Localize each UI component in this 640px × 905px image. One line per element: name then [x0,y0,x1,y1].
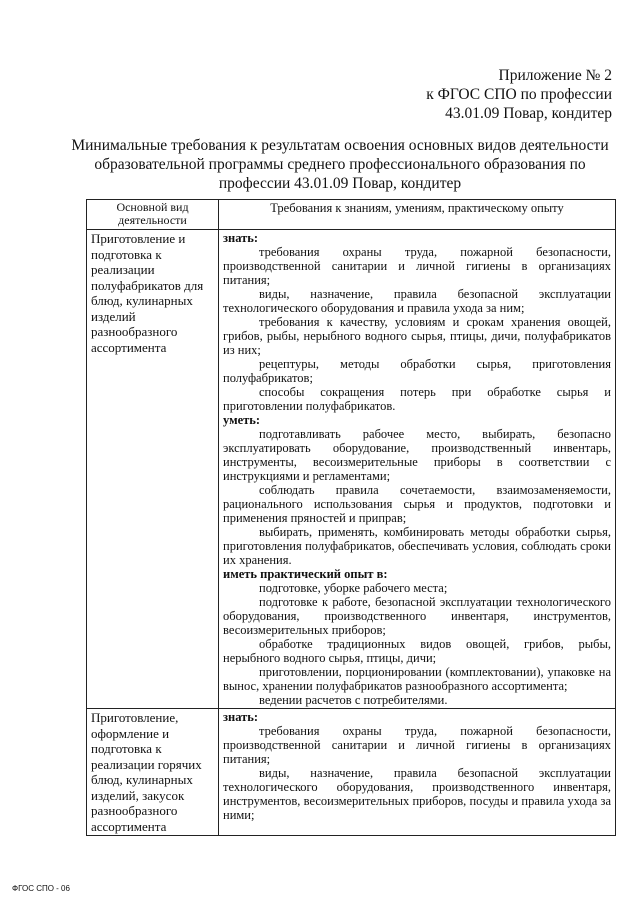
list-item: виды, назначение, правила безопасной эксплуатации технологического оборудования и правила ухода за ним; [223,287,611,315]
list-item: выбирать, применять, комбинировать методы обработки сырья, приготовления полуфабрикатов, обеспечивать условия, соблюдать сроки их хранения. [223,525,611,567]
table-row [87,709,616,836]
list-item: требования к качеству, условиям и срокам хранения овощей, грибов, рыбы, нерыбного водного сырья, птицы, дичи, полуфабрикатов из них; [223,315,611,357]
document-title [60,136,620,193]
header-activity: Основной вид деятельности [87,200,219,230]
appendix-line-3: 43.01.09 Повар, кондитер [445,105,612,122]
list-item: виды, назначение, правила безопасной эксплуатации технологического оборудования, производственного инвентаря, инструментов, весоизмерительных приборов, посуды и правила ухода за ними; [223,766,611,822]
list-item: подготовке к работе, безопасной эксплуатации технологического оборудования, производственного инвентаря, инструментов, весоизмерительных приборов; [223,595,611,637]
list-item: соблюдать правила сочетаемости, взаимозаменяемости, рационального использования сырья и продуктов, подготовки и применения пряностей и приправ; [223,483,611,525]
header-requirements: Требования к знаниям, умениям, практическому опыту [219,200,616,230]
list-item: требования охраны труда, пожарной безопасности, производственной санитарии и личной гигиены в организациях питания; [223,245,611,287]
appendix-line-1: Приложение № 2 [498,67,612,84]
list-item: подготовке, уборке рабочего места; [259,581,448,595]
activity-cell: Приготовление и подготовка к реализации полуфабрикатов для блюд, кулинарных изделий разнообразного ассортимента [87,230,219,709]
table-row [87,230,616,709]
list-item: рецептуры, методы обработки сырья, приготовления полуфабрикатов; [223,357,611,385]
requirements-cell [219,709,616,836]
requirements-table [86,199,616,836]
list-item: способы сокращения потерь при обработке сырья и приготовлении полуфабрикатов. [223,385,611,413]
title-line-3: профессии 43.01.09 Повар, кондитер [218,175,462,192]
list-item: обработке традиционных видов овощей, грибов, рыбы, нерыбного водного сырья, птицы, дичи; [223,637,611,665]
list-item: приготовлении, порционировании (комплектовании), упаковке на вынос, хранении полуфабрикатов разнообразного ассортимента; [223,665,611,693]
list-item: подготавливать рабочее место, выбирать, безопасно эксплуатировать оборудование, производственный инвентарь, инструменты, весоизмерительные приборы в соответствии с инструкциями и регламентами; [223,427,611,483]
skill-label: уметь: [223,413,261,427]
requirements-cell [219,230,616,709]
know-label: знать: [223,710,259,724]
list-item: ведении расчетов с потребителями. [259,693,448,707]
appendix-line-2: к ФГОС СПО по профессии [426,86,612,103]
page-footer: ФГОС СПО - 06 [12,884,70,893]
table-header-row [87,200,616,230]
activity-cell: Приготовление, оформление и подготовка к реализации горячих блюд, кулинарных изделий, закусок разнообразного ассортимента [87,709,219,836]
know-label: знать: [223,231,259,245]
title-line-2: образовательной программы среднего профессионального образования по [94,156,586,173]
list-item: требования охраны труда, пожарной безопасности, производственной санитарии и личной гигиены в организациях питания; [223,724,611,766]
experience-label: иметь практический опыт в: [223,567,388,581]
title-line-1: Минимальные требования к результатам освоения основных видов деятельности [71,137,609,154]
appendix-header [426,66,612,123]
